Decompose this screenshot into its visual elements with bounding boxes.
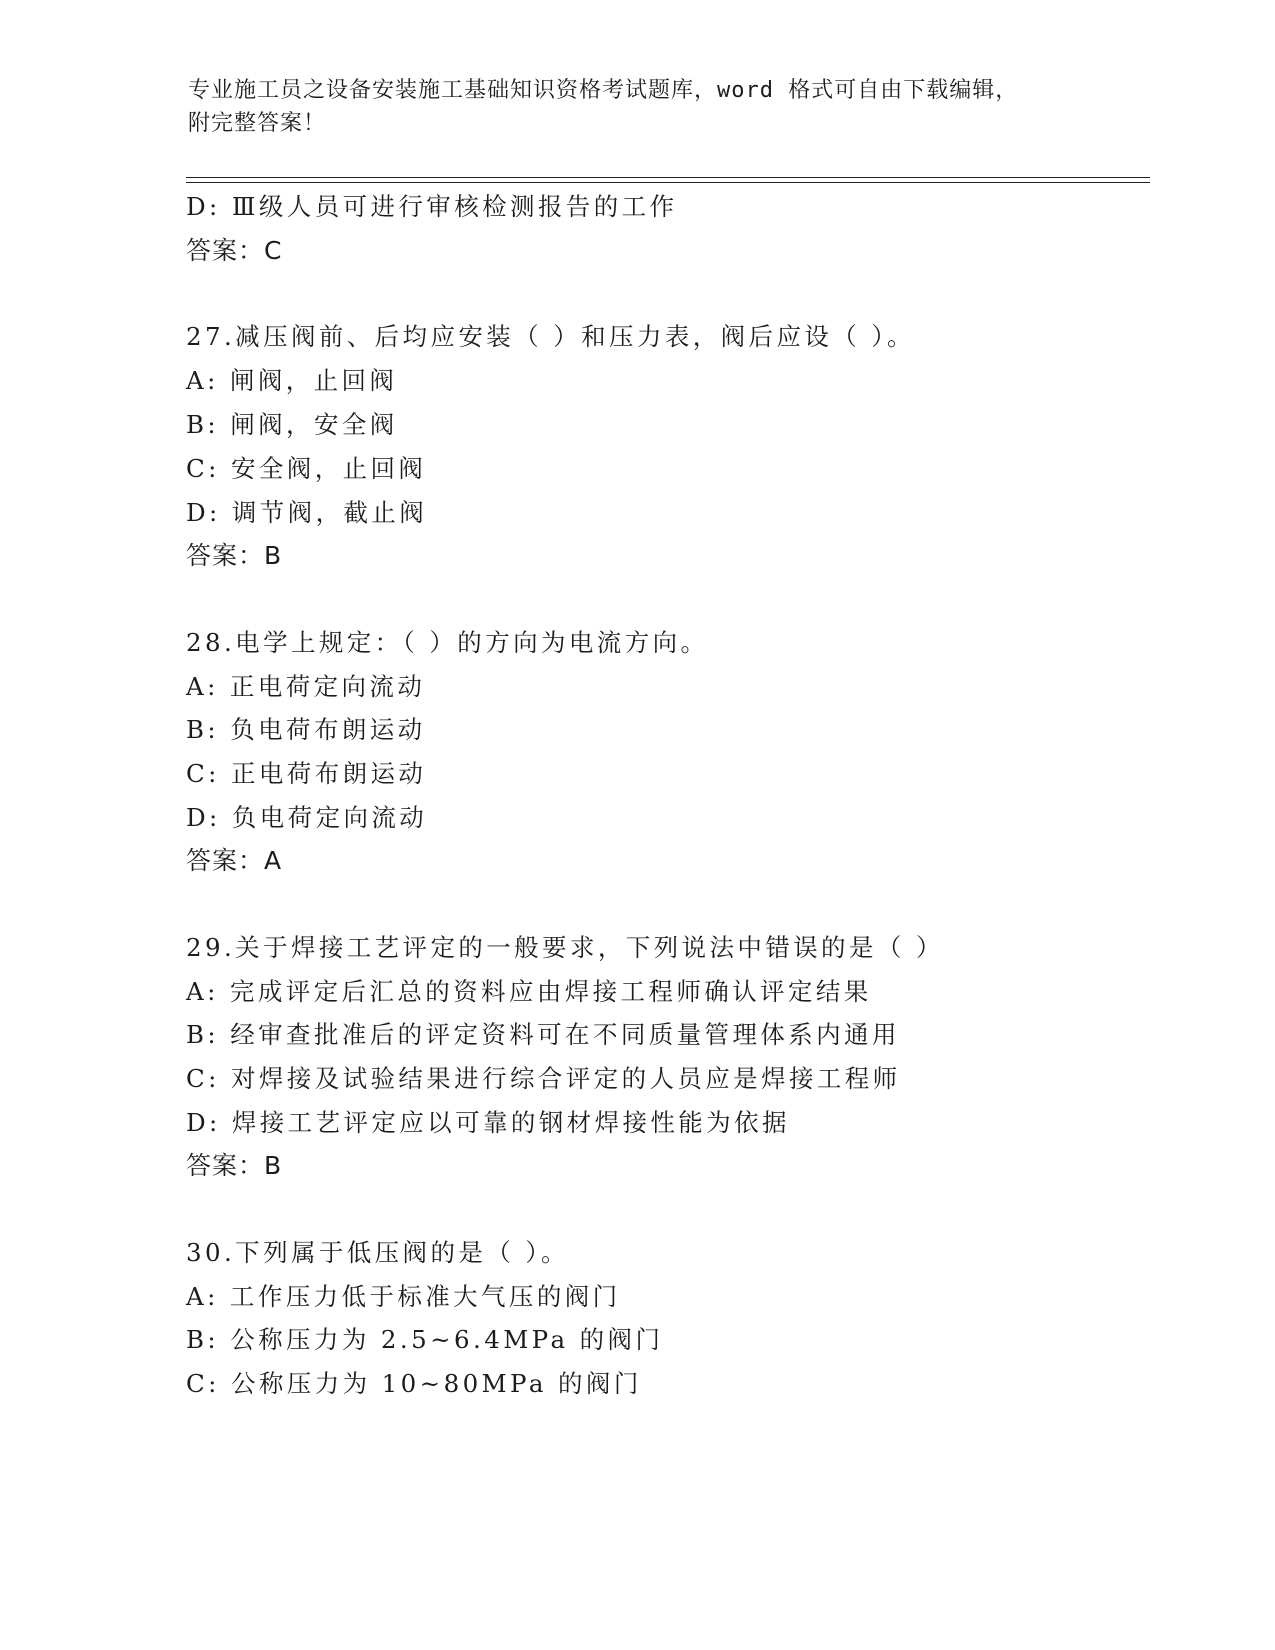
question-27-option-b: B: 闸阀，安全阀	[186, 410, 398, 439]
question-27-option-d: D: 调节阀，截止阀	[186, 498, 428, 527]
header-line-2: 附完整答案！	[188, 111, 327, 136]
header-divider-bottom	[186, 182, 1150, 183]
question-28-option-c: C: 正电荷布朗运动	[186, 759, 427, 788]
question-29-option-a: A: 完成评定后汇总的资料应由焊接工程师确认评定结果	[186, 977, 872, 1006]
question-30-option-b: B: 公称压力为 2.5~6.4MPa 的阀门	[186, 1325, 664, 1354]
question-30-option-c: C: 公称压力为 10~80MPa 的阀门	[186, 1369, 642, 1398]
prev-option-d: D: Ⅲ级人员可进行审核检测报告的工作	[186, 192, 678, 221]
question-27-option-c: C: 安全阀，止回阀	[186, 454, 427, 483]
question-29-option-c: C: 对焊接及试验结果进行综合评定的人员应是焊接工程师	[186, 1064, 901, 1093]
question-29-stem: 29.关于焊接工艺评定的一般要求，下列说法中错误的是（ ）	[186, 933, 944, 962]
question-30-option-a: A: 工作压力低于标准大气压的阀门	[186, 1282, 621, 1311]
prev-answer: 答案：C	[186, 236, 283, 265]
question-27-option-a: A: 闸阀，止回阀	[186, 366, 398, 395]
question-28-option-a: A: 正电荷定向流动	[186, 672, 426, 701]
question-27-answer: 答案：B	[186, 541, 283, 570]
question-27-stem: 27.减压阀前、后均应安装（ ）和压力表，阀后应设（ ）。	[186, 322, 915, 351]
header-line-1: 专业施工员之设备安装施工基础知识资格考试题库，word 格式可自由下载编辑，	[188, 78, 1019, 103]
question-28-option-b: B: 负电荷布朗运动	[186, 715, 426, 744]
document-header	[188, 74, 1088, 140]
question-28-option-d: D: 负电荷定向流动	[186, 803, 428, 832]
question-28-stem: 28.电学上规定：（ ）的方向为电流方向。	[186, 628, 709, 657]
question-29-option-b: B: 经审查批准后的评定资料可在不同质量管理体系内通用	[186, 1020, 900, 1049]
question-28-answer: 答案：A	[186, 846, 283, 875]
question-29-option-d: D: 焊接工艺评定应以可靠的钢材焊接性能为依据	[186, 1108, 790, 1137]
header-divider-top	[186, 177, 1150, 178]
question-29-answer: 答案：B	[186, 1151, 283, 1180]
question-30-stem: 30.下列属于低压阀的是（ ）。	[186, 1238, 569, 1267]
